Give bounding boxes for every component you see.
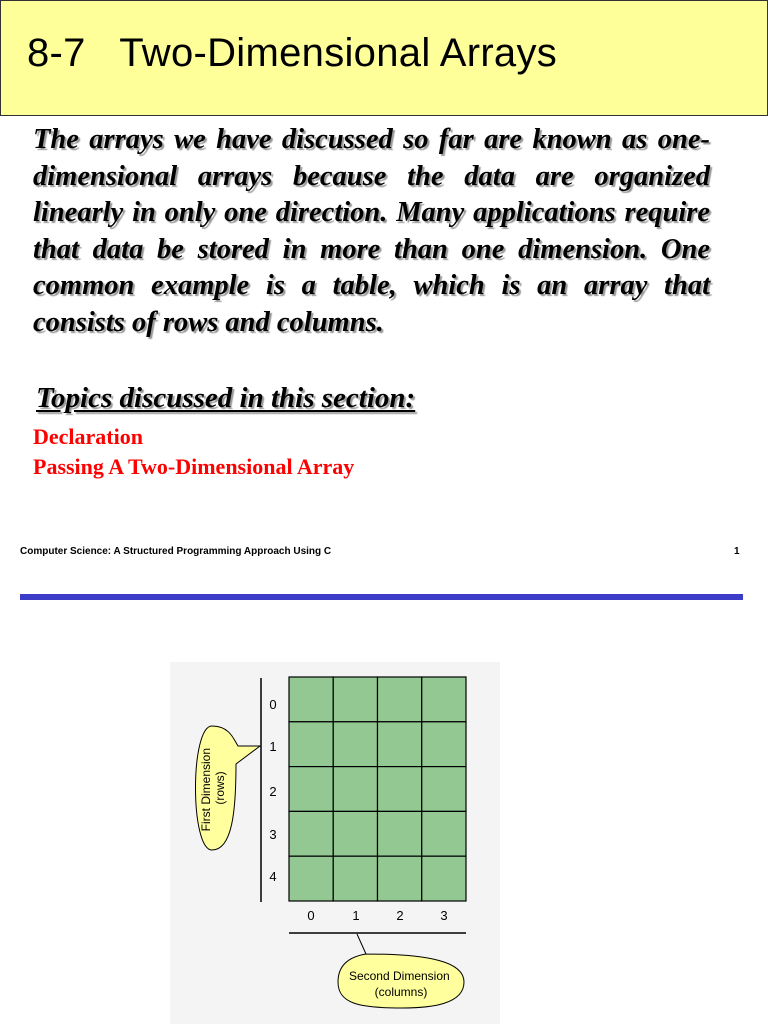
array-cell xyxy=(378,767,422,812)
row-label: 4 xyxy=(269,869,277,884)
array-cell xyxy=(333,767,377,812)
array-cell xyxy=(289,767,333,812)
topic-declaration: Declaration xyxy=(33,424,143,449)
array-cell xyxy=(378,856,422,901)
column-label: 3 xyxy=(440,908,448,923)
row-label: 1 xyxy=(269,739,277,754)
intro-paragraph: The arrays we have discussed so far are known as one-dimensional arrays because the data are organized linearly in only one direction. Many applications require that data be stored in more than one dimension. One common example is a table, which is an array that consists of rows and columns. xyxy=(33,124,710,338)
row-label: 2 xyxy=(269,784,277,799)
array-cell xyxy=(422,677,466,722)
array-cell xyxy=(378,677,422,722)
array-cell xyxy=(333,856,377,901)
topic-passing-array: Passing A Two-Dimensional Array xyxy=(33,454,355,479)
second-dimension-label: Second Dimension xyxy=(348,969,450,983)
array-cell xyxy=(289,722,333,767)
two-dimensional-array-figure xyxy=(170,662,500,1024)
row-label: 3 xyxy=(269,827,277,842)
array-cell xyxy=(378,811,422,856)
array-cell xyxy=(289,856,333,901)
array-cell xyxy=(333,677,377,722)
topics-heading: Topics discussed in this section: xyxy=(36,382,416,414)
first-dimension-sublabel: (rows) xyxy=(213,771,227,805)
array-cell xyxy=(422,722,466,767)
array-cell xyxy=(289,811,333,856)
row-label: 0 xyxy=(269,697,277,712)
column-label: 0 xyxy=(307,908,315,923)
array-cell xyxy=(378,722,422,767)
array-cell xyxy=(422,856,466,901)
array-cell xyxy=(422,811,466,856)
column-label: 2 xyxy=(396,908,404,923)
title-banner xyxy=(0,0,768,116)
page-number: 1 xyxy=(734,546,740,557)
array-cell xyxy=(422,767,466,812)
second-dimension-sublabel: (columns) xyxy=(374,985,428,999)
slide-title: 8-7 Two-Dimensional Arrays xyxy=(27,31,558,75)
footer-course-title: Computer Science: A Structured Programming Approach Using C xyxy=(20,546,332,557)
array-cell xyxy=(333,722,377,767)
array-cell xyxy=(289,677,333,722)
array-grid xyxy=(289,677,466,901)
slide-divider xyxy=(20,594,743,600)
first-dimension-label: First Dimension xyxy=(199,747,213,832)
array-cell xyxy=(333,811,377,856)
column-label: 1 xyxy=(352,908,360,923)
